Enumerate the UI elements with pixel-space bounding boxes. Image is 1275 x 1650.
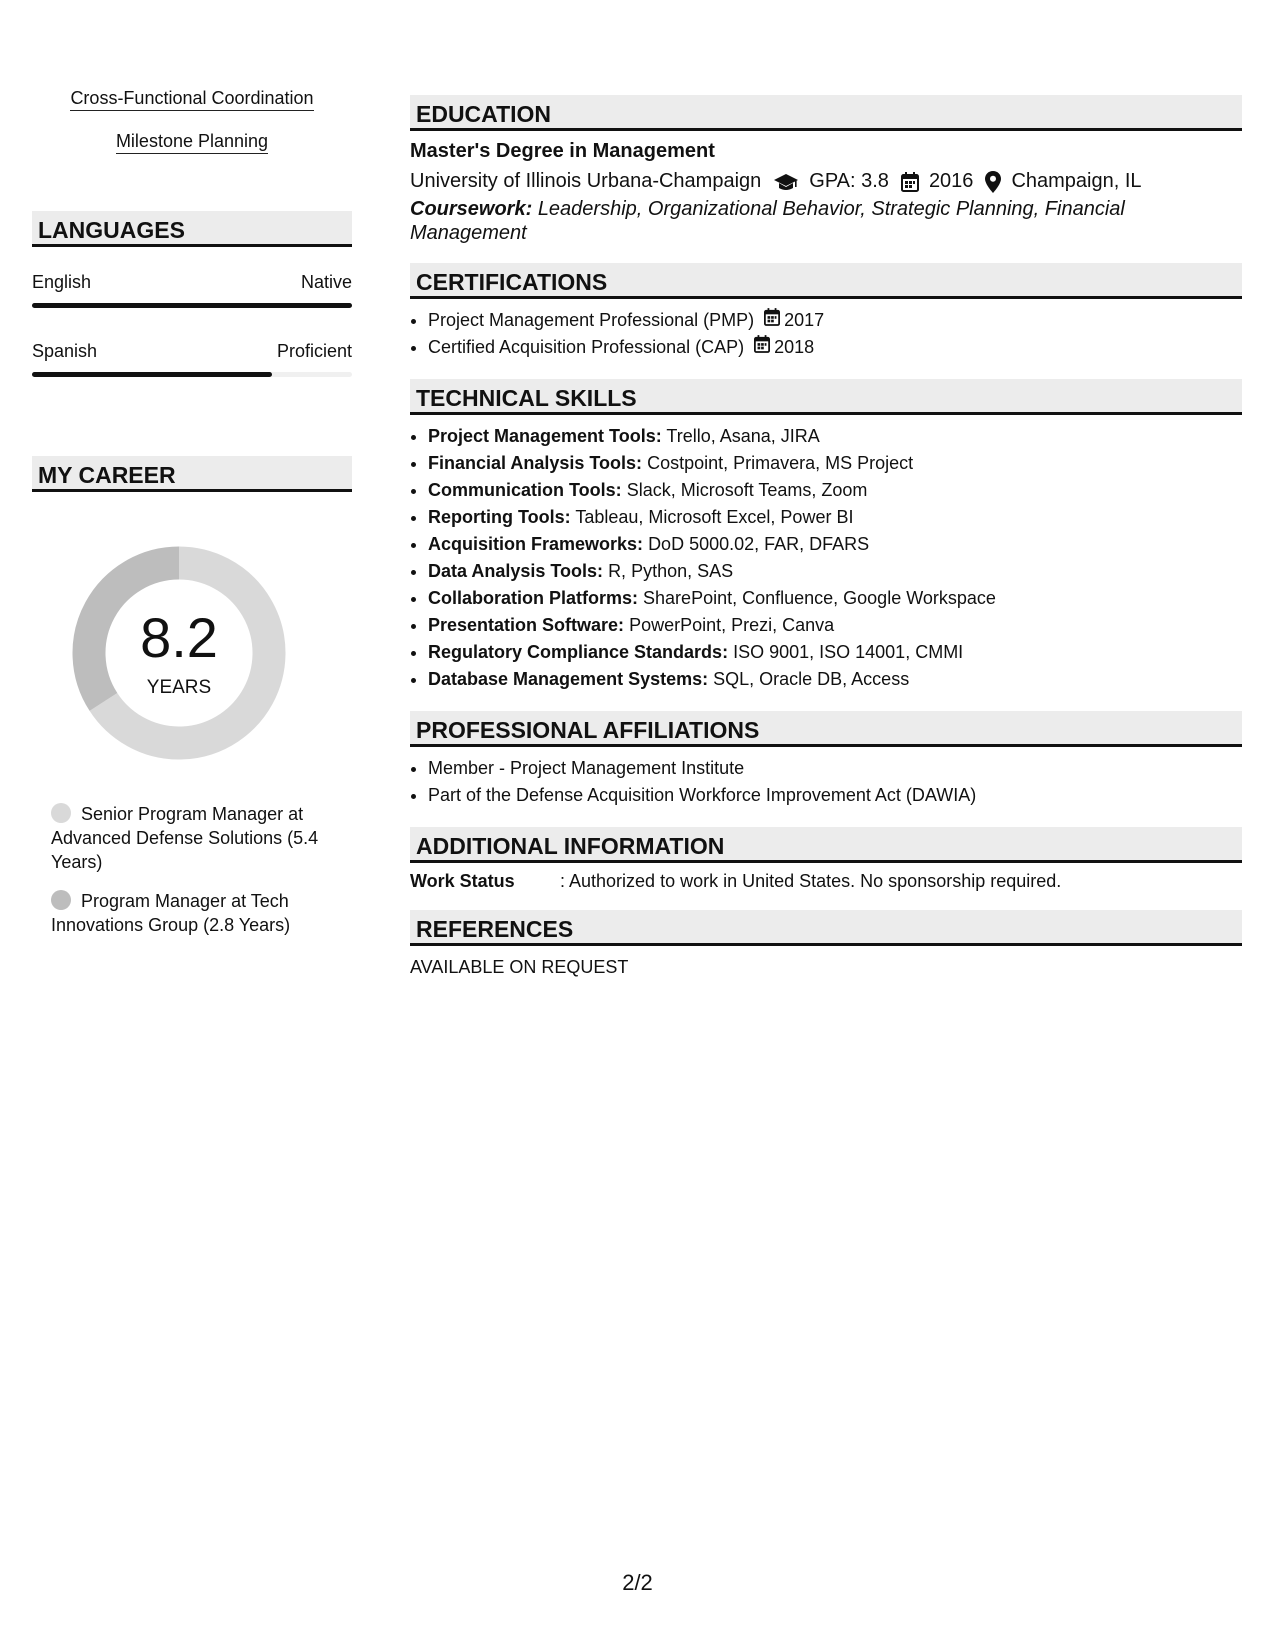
skill-category-value: SharePoint, Confluence, Google Workspace [643,588,996,608]
career-item-text: Program Manager at Tech Innovations Group (2.8 Years) [51,891,291,935]
education-heading: EDUCATION [410,95,1242,131]
list-item [428,423,1242,450]
career-total-unit: YEARS [146,677,212,698]
list-item [428,450,1242,477]
language-level: Proficient [276,341,352,361]
work-status-value: : Authorized to work in United States. No sponsorship required. [560,871,1062,891]
certifications-heading: CERTIFICATIONS [410,263,1242,299]
career-total-years: 8.2 [140,606,218,669]
list-item [428,531,1242,558]
gpa-value: GPA: 3.8 [809,170,889,192]
education-section [410,95,1242,245]
page-number: 2/2 [622,1570,653,1595]
technical-skills-list [410,423,1242,693]
language-bar [32,372,352,377]
skill-category-label: Collaboration Platforms: [428,588,639,608]
work-status-label: Work Status [410,871,515,891]
skill-category-label: Reporting Tools: [428,507,571,527]
list-item [428,639,1242,666]
languages-heading: LANGUAGES [32,211,352,247]
references-section [410,910,1242,978]
skill-tag [32,131,352,152]
certification-year: 2017 [784,310,825,330]
skill-tag [32,88,352,109]
work-status-row [410,871,1242,892]
technical-skills-heading: TECHNICAL SKILLS [410,379,1242,415]
coursework [410,197,1242,245]
skill-category-value: R, Python, SAS [608,561,734,581]
additional-info-section [410,827,1242,892]
skill-category-value: Trello, Asana, JIRA [666,426,820,446]
skill-category-label: Data Analysis Tools: [428,561,604,581]
references-text: AVAILABLE ON REQUEST [410,957,629,977]
graduation-year: 2016 [928,170,974,192]
list-item [428,334,1242,361]
skill-category-label: Acquisition Frameworks: [428,534,644,554]
coursework-label: Coursework: [410,198,533,220]
calendar-icon [754,334,774,361]
language-bar-fill [32,303,352,308]
career-legend-dot [51,890,71,910]
list-item: • Member - Project Management Institute [428,755,1242,782]
degree-details [410,170,1242,193]
language-bar [32,303,352,308]
coursework-text: Leadership, Organizational Behavior, Strategic Planning, Financial Management [410,198,1125,244]
skill-category-value: Costpoint, Primavera, MS Project [647,453,914,473]
skill-category-value: ISO 9001, ISO 14001, CMMI [733,642,964,662]
skill-category-label: Database Management Systems: [428,669,709,689]
list-item [428,558,1242,585]
list-item [428,307,1242,334]
skill-tag-label: Cross-Functional Coordination [70,88,313,111]
main-column [410,95,1242,996]
skill-tag-label: Milestone Planning [116,131,268,154]
skill-category-value: DoD 5000.02, FAR, DFARS [648,534,870,554]
list-item [428,585,1242,612]
career-heading: MY CAREER [32,456,352,492]
graduation-cap-icon [773,172,799,192]
list-item [428,612,1242,639]
technical-skills-section [410,379,1242,693]
skill-category-label: Regulatory Compliance Standards: [428,642,729,662]
skill-category-label: Communication Tools: [428,480,622,500]
certifications-section [410,263,1242,361]
calendar-icon [764,307,784,334]
skill-category-label: Presentation Software: [428,615,625,635]
school-name: University of Illinois Urbana-Champaign [410,170,762,192]
skill-category-value: SQL, Oracle DB, Access [713,669,910,689]
career-item [51,802,321,874]
language-bar-fill [32,372,272,377]
list-item [428,504,1242,531]
certification-year: 2018 [774,337,815,357]
affiliations-list [410,755,1242,809]
career-legend-dot [51,803,71,823]
affiliations-heading: PROFESSIONAL AFFILIATIONS [410,711,1242,747]
certification-name: Certified Acquisition Professional (CAP) [428,337,745,357]
list-item [428,477,1242,504]
career-item [51,889,321,937]
skill-category-value: Tableau, Microsoft Excel, Power BI [575,507,854,527]
skill-category-label: Project Management Tools: [428,426,662,446]
skill-category-value: Slack, Microsoft Teams, Zoom [626,480,868,500]
references-heading: REFERENCES [410,910,1242,946]
language-level: Native [300,272,352,292]
skill-category-value: PowerPoint, Prezi, Canva [629,615,835,635]
certifications-list [410,307,1242,361]
list-item: • Part of the Defense Acquisition Workforce Improvement Act (DAWIA) [428,782,1242,809]
additional-info-heading: ADDITIONAL INFORMATION [410,827,1242,863]
location-pin-icon [985,171,1001,193]
language-name: Spanish [32,341,98,361]
calendar-icon [901,172,919,192]
certification-name: Project Management Professional (PMP) [428,310,755,330]
career-item-text: Senior Program Manager at Advanced Defense Solutions (5.4 Years) [51,804,319,872]
school-location: Champaign, IL [1011,170,1142,192]
list-item [428,666,1242,693]
skill-category-label: Financial Analysis Tools: [428,453,643,473]
affiliations-section [410,711,1242,809]
degree-title: Master's Degree in Management [410,140,715,162]
language-name: English [32,272,92,292]
